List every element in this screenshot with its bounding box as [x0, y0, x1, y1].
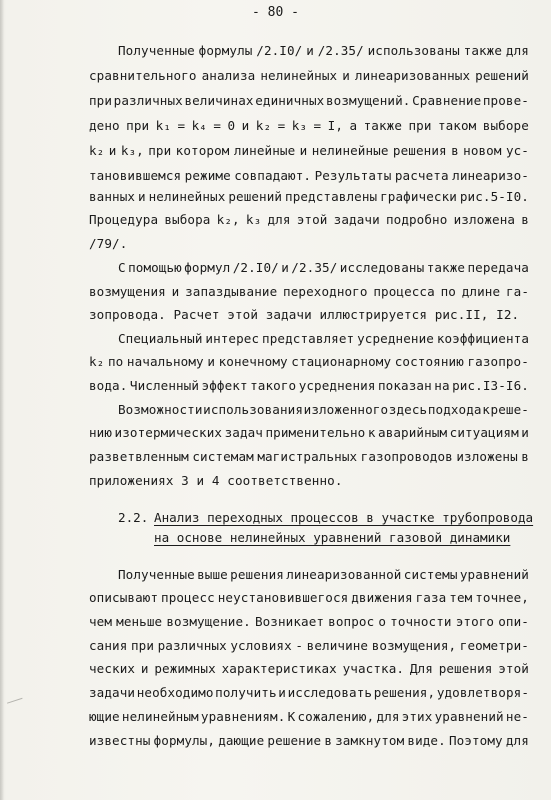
- word: и: [140, 661, 149, 676]
- text-line: [118, 43, 529, 59]
- word: такого: [250, 378, 297, 393]
- word: при: [126, 118, 150, 133]
- word: неустановившегося: [217, 590, 349, 605]
- word: необходимо: [136, 685, 214, 700]
- text-line: [89, 93, 529, 109]
- word: решений: [475, 68, 529, 83]
- word: ческих: [89, 661, 136, 676]
- word: Сравнение: [412, 93, 482, 108]
- word: показан: [378, 378, 432, 393]
- word: представлены: [285, 189, 378, 204]
- word: новом: [463, 143, 502, 158]
- word: нелинейных: [260, 68, 338, 83]
- word: решение: [267, 733, 322, 748]
- word: стационарному: [291, 354, 392, 369]
- word: и: [241, 118, 250, 133]
- word: решения: [392, 143, 447, 158]
- word: и: [521, 425, 529, 440]
- word: магистральных: [257, 449, 358, 464]
- word: а: [349, 118, 358, 133]
- word: точности: [390, 614, 452, 629]
- word: для: [505, 43, 529, 58]
- word: рис.I3-I6.: [452, 378, 529, 393]
- word: коэффициента: [436, 331, 529, 346]
- word: и: [138, 189, 146, 204]
- word: сожалению,: [297, 709, 375, 724]
- word: характеристиках: [221, 661, 337, 676]
- word: не-: [505, 709, 529, 724]
- word: и: [108, 143, 117, 158]
- word: представляет: [262, 331, 355, 346]
- word: геометри-: [459, 638, 529, 653]
- word: выше: [197, 567, 228, 582]
- word: возмущений.: [325, 93, 411, 108]
- word: -: [295, 638, 304, 653]
- text-line: [89, 661, 529, 677]
- word: интерес: [205, 331, 260, 346]
- word: при: [131, 638, 155, 653]
- word: решения: [438, 661, 493, 676]
- section-number: 2.2.: [118, 510, 149, 525]
- section-title-text: Анализ переходных процессов в участке трубопровода: [154, 510, 534, 525]
- word: величинах: [184, 93, 254, 108]
- word: Поэтому: [448, 733, 503, 748]
- word: реше-: [490, 402, 529, 417]
- word: линейные: [233, 143, 296, 158]
- word: и: [299, 143, 308, 158]
- word: /2.35/: [317, 43, 364, 58]
- word: здесь: [388, 402, 428, 417]
- word: Для: [409, 661, 433, 676]
- word: I,: [327, 118, 344, 133]
- word: передача: [467, 260, 529, 275]
- word: нелинейным: [121, 709, 199, 724]
- word: уравнений: [459, 567, 529, 582]
- word: Специальный: [118, 331, 203, 346]
- word: возмущение.: [166, 614, 251, 629]
- word: в: [324, 733, 332, 748]
- word: нелинейные: [311, 143, 389, 158]
- word: совпадают.: [234, 168, 312, 183]
- text-line: [89, 284, 529, 300]
- word: величине: [306, 638, 369, 653]
- section-title-line-1: [154, 510, 533, 526]
- word: начальному: [126, 354, 204, 369]
- word: изложена: [453, 212, 516, 227]
- word: Численный: [129, 378, 200, 393]
- word: Результаты: [314, 168, 392, 183]
- word: котором: [175, 143, 230, 158]
- word: этой: [498, 661, 529, 676]
- word: к: [367, 425, 376, 440]
- word: решения: [230, 567, 284, 582]
- word: единичных: [255, 93, 325, 108]
- word: газопроводов: [360, 449, 453, 464]
- word: уравнениям.: [200, 709, 286, 724]
- word: k₂: [89, 143, 105, 158]
- word: и: [207, 354, 215, 369]
- word: условиях: [230, 638, 292, 653]
- word: при: [408, 118, 432, 133]
- word: возмущения,: [371, 638, 457, 653]
- text-line: [118, 331, 529, 347]
- word: системам: [192, 449, 254, 464]
- word: газопро-: [467, 354, 529, 369]
- word: подробно: [385, 212, 448, 227]
- word: k₃,: [120, 143, 144, 158]
- word: прове-: [482, 93, 529, 108]
- word: 0: [227, 118, 236, 133]
- word: эффект: [201, 378, 248, 393]
- section-title-text: на основе нелинейных уравнений газовой динамики: [154, 530, 511, 545]
- word: Полученные: [118, 567, 195, 582]
- word: сравнительного: [89, 68, 197, 83]
- text-line: [89, 449, 529, 465]
- word: и: [281, 260, 289, 275]
- word: вопрос: [328, 614, 375, 629]
- text-line: [89, 212, 529, 228]
- word: по: [107, 354, 124, 369]
- word: решения,: [373, 685, 436, 700]
- word: га-: [505, 284, 529, 299]
- word: =: [213, 118, 222, 133]
- word: для: [376, 709, 400, 724]
- margin-pencil-mark: [7, 698, 25, 712]
- word: изложены: [456, 449, 518, 464]
- word: Возможности: [118, 402, 203, 417]
- text-line: [89, 638, 529, 654]
- word: точнее,: [475, 590, 529, 605]
- word: рис.5-I0.: [459, 189, 529, 204]
- word: для: [267, 212, 291, 227]
- word: тановившемся: [89, 168, 182, 183]
- page-number: - 80 -: [252, 5, 299, 20]
- word: замкнутом: [335, 733, 405, 748]
- word: разветвленным: [89, 449, 189, 464]
- word: нелинейных: [148, 189, 226, 204]
- text-line: [89, 614, 529, 630]
- word: и: [306, 43, 314, 58]
- word: также: [426, 260, 466, 275]
- word: и: [278, 685, 286, 700]
- word: аварийным: [378, 425, 448, 440]
- word: получить: [215, 685, 277, 700]
- word: таком: [437, 118, 477, 133]
- word: на: [434, 378, 450, 393]
- word: запаздывание: [185, 284, 278, 299]
- text-line: [118, 402, 529, 418]
- word: k₄: [191, 118, 207, 133]
- word: k₂: [255, 118, 272, 133]
- word: С: [118, 260, 126, 275]
- word: по: [440, 284, 456, 299]
- word: конечному: [218, 354, 288, 369]
- word: к: [482, 402, 490, 417]
- word: выбора: [164, 212, 211, 227]
- word: участка.: [342, 661, 405, 676]
- word: при: [148, 143, 172, 158]
- word: линеаризованных: [354, 68, 471, 83]
- word: выборе: [482, 118, 529, 133]
- page-edge-shadow: [0, 0, 4, 800]
- word: ванных: [89, 189, 136, 204]
- word: формулы: [198, 43, 253, 58]
- word: о: [378, 614, 387, 629]
- word: описывают: [89, 590, 159, 605]
- word: уравнений: [434, 709, 504, 724]
- word: и: [342, 68, 350, 83]
- word: удовлетворя-: [436, 685, 529, 700]
- word: Процедура: [89, 212, 159, 227]
- word: движения: [351, 590, 413, 605]
- word: тем: [449, 590, 473, 605]
- word: процесс: [161, 590, 215, 605]
- word: переходного: [283, 284, 368, 299]
- word: задачи: [89, 685, 136, 700]
- word: Полученные: [118, 43, 195, 58]
- word: К: [287, 709, 296, 724]
- word: известны: [89, 733, 151, 748]
- word: при: [89, 93, 113, 108]
- text-line: [89, 590, 529, 606]
- word: опи-: [498, 614, 529, 629]
- word: режиме: [184, 168, 231, 183]
- text-line: [118, 260, 529, 276]
- word: возмущения: [89, 284, 166, 299]
- word: для: [505, 733, 529, 748]
- text-line: [89, 378, 529, 394]
- word: процесса: [373, 284, 435, 299]
- section-title-line-2: [154, 530, 510, 546]
- word: подхода: [427, 402, 482, 417]
- word: /2.I0/: [256, 43, 303, 58]
- word: графически: [380, 189, 457, 204]
- text-line: приложениях 3 и 4 соответственно.: [89, 473, 343, 488]
- word: линеаризованной: [286, 567, 402, 582]
- word: /2.35/: [291, 260, 338, 275]
- word: k₂,: [216, 212, 240, 227]
- word: =: [313, 118, 322, 133]
- text-line: [89, 143, 529, 159]
- text-line: /79/.: [89, 236, 128, 251]
- word: ситуациям: [449, 425, 519, 440]
- text-line: [118, 567, 529, 583]
- word: этого: [455, 614, 495, 629]
- word: =: [177, 118, 186, 133]
- text-line: зопровода. Расчет этой задачи иллюстрируется рис.II, I2.: [89, 307, 520, 322]
- text-line: [89, 354, 529, 370]
- word: задачи: [333, 212, 380, 227]
- word: использованы: [367, 43, 460, 58]
- word: k₂: [89, 354, 105, 369]
- word: изотермических: [114, 425, 223, 440]
- word: также: [363, 118, 403, 133]
- text-line: [89, 168, 529, 184]
- word: задач: [224, 425, 263, 440]
- text-line: [89, 685, 529, 701]
- word: нию: [89, 425, 113, 440]
- word: k₃: [245, 212, 262, 227]
- word: ус-: [505, 143, 529, 158]
- word: различных: [157, 638, 227, 653]
- word: в: [521, 212, 529, 227]
- word: расчета: [394, 168, 449, 183]
- word: k₁: [155, 118, 172, 133]
- word: меньше: [116, 614, 163, 629]
- word: системы: [403, 567, 458, 582]
- word: виде.: [407, 733, 446, 748]
- word: состоянию: [394, 354, 464, 369]
- word: в: [451, 143, 459, 158]
- word: =: [277, 118, 286, 133]
- word: формул: [184, 260, 231, 275]
- word: вода.: [89, 378, 128, 393]
- word: исследовать: [287, 685, 373, 700]
- word: дающие: [218, 733, 265, 748]
- word: этой: [296, 212, 328, 227]
- word: этих: [401, 709, 433, 724]
- word: ющие: [89, 709, 120, 724]
- word: k₃: [291, 118, 308, 133]
- text-line: [89, 733, 529, 749]
- word: применительно: [265, 425, 366, 440]
- word: различных: [113, 93, 183, 108]
- word: помощью: [128, 260, 182, 275]
- word: режимных: [154, 661, 216, 676]
- word: усреднения: [298, 378, 376, 393]
- text-line: [89, 709, 529, 725]
- text-line: [89, 189, 529, 205]
- word: чем: [89, 614, 113, 629]
- word: усреднение: [357, 331, 434, 346]
- word: анализа: [201, 68, 256, 83]
- word: также: [463, 43, 503, 58]
- word: решений: [228, 189, 283, 204]
- word: в: [521, 449, 529, 464]
- word: линеаризо-: [452, 168, 529, 183]
- text-line: [89, 425, 529, 441]
- text-line: [89, 68, 529, 84]
- text-line: [89, 118, 529, 134]
- word: формулы,: [153, 733, 216, 748]
- word: и: [171, 284, 180, 299]
- word: длине: [461, 284, 501, 299]
- word: Возникает: [254, 614, 325, 629]
- word: дено: [89, 118, 120, 133]
- word: сания: [89, 638, 128, 653]
- word: изложенного: [303, 402, 389, 417]
- word: газа: [415, 590, 447, 605]
- word: использования: [203, 402, 304, 417]
- word: /2.I0/: [232, 260, 279, 275]
- word: исследованы: [339, 260, 425, 275]
